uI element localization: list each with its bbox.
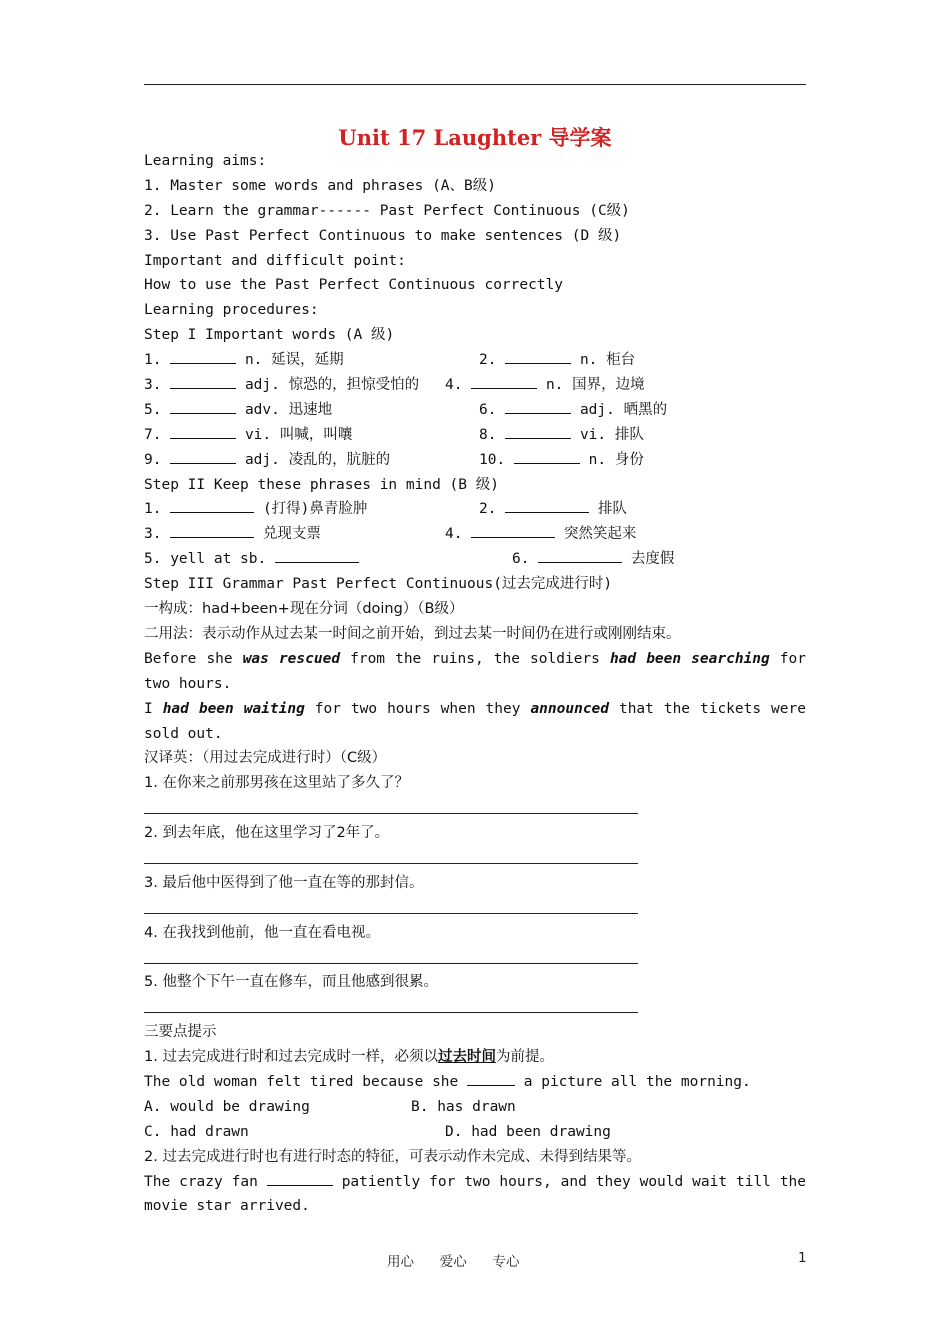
question [144, 1170, 806, 1220]
word-definition: vi. 排队 [579, 426, 644, 443]
word-row [144, 448, 806, 473]
word-number: 7. [144, 426, 162, 443]
question-text: The old woman felt tired because she [144, 1074, 459, 1091]
option-row [144, 1120, 806, 1145]
tip-text: 为前提。 [495, 1049, 554, 1066]
example-text: Before she [144, 650, 243, 667]
answer-line[interactable] [144, 796, 806, 821]
translate-sentence: 1. 在你来之前那男孩在这里站了多久了？ [144, 775, 409, 792]
example-highlight: announced [530, 700, 610, 717]
option-c[interactable]: C. had drawn [144, 1123, 249, 1140]
question-text: The crazy fan [144, 1173, 258, 1190]
footer-word: 专心 [492, 1254, 520, 1270]
word-number: 10. [479, 451, 506, 468]
page-title: Unit 17 Laughter 导学案 [338, 125, 612, 150]
step2-heading: Step II Keep these phrases in mind (B 级) [144, 476, 499, 493]
tip-item: 2. 过去完成进行时也有进行时态的特征，可表示动作未完成、未得到结果等。 [144, 1148, 641, 1165]
word-number: 5. [144, 401, 162, 418]
step1-heading: Step I Important words (A 级) [144, 327, 395, 344]
word-number: 1. [144, 352, 162, 369]
example-highlight: had been searching [609, 650, 770, 667]
example-sentence [144, 697, 806, 747]
word-definition: n. 国界，边境 [545, 377, 645, 394]
word-definition: adj. 凌乱的，肮脏的 [244, 451, 391, 468]
answer-line[interactable] [144, 896, 806, 921]
phrase-blank[interactable] [538, 548, 622, 563]
word-definition: vi. 叫喊，叫嚷 [244, 426, 353, 443]
answer-line[interactable] [144, 995, 806, 1020]
word-blank[interactable] [170, 424, 236, 439]
word-definition: n. 身份 [588, 451, 644, 468]
procedures-heading: Learning procedures: [144, 302, 319, 319]
question [144, 1070, 806, 1095]
translate-sentence: 4. 在我找到他前，他一直在看电视。 [144, 924, 380, 941]
word-blank[interactable] [170, 374, 236, 389]
word-blank[interactable] [514, 449, 580, 464]
phrase-blank[interactable] [170, 523, 254, 538]
word-row [144, 398, 806, 423]
tip-text: 1. 过去完成进行时和过去完成时一样，必须以 [144, 1049, 438, 1066]
option-a[interactable]: A. would be drawing [144, 1098, 310, 1115]
phrase-text: yell at sb. [170, 551, 267, 568]
important-heading: Important and difficult point: [144, 252, 406, 269]
document-body [144, 149, 806, 1219]
question-blank[interactable] [467, 1071, 515, 1086]
phrase-number: 2. [479, 501, 497, 518]
word-number: 4. [445, 377, 463, 394]
word-definition: n. 延误，延期 [244, 352, 344, 369]
word-definition: adj. 惊恐的，担惊受怕的 [244, 377, 420, 394]
header-rule [144, 84, 806, 85]
example-text: from the ruins, the soldiers [340, 650, 610, 667]
aim-item: 1. Master some words and phrases (A、B级) [144, 177, 497, 194]
option-b[interactable]: B. has drawn [411, 1098, 516, 1115]
example-highlight: was rescued [242, 650, 341, 667]
footer-word: 用心 [387, 1254, 414, 1270]
phrase-meaning: (打得)鼻青脸肿 [262, 501, 368, 518]
aims-heading: Learning aims: [144, 153, 267, 169]
answer-line[interactable] [144, 846, 806, 871]
translate-sentence: 5. 他整个下午一直在修车，而且他感到很累。 [144, 974, 438, 991]
phrase-meaning: 突然笑起来 [563, 526, 637, 543]
grammar-usage: 二用法：表示动作从过去某一时间之前开始，到过去某一时间仍在进行或刚刚结束。 [144, 625, 681, 642]
word-number: 9. [144, 451, 162, 468]
important-text: How to use the Past Perfect Continuous correctly [144, 277, 564, 294]
tip-emphasis: 过去时间 [437, 1049, 496, 1066]
word-blank[interactable] [471, 374, 537, 389]
phrase-number: 4. [445, 526, 463, 543]
tip-item [144, 1045, 806, 1070]
word-blank[interactable] [505, 399, 571, 414]
tips-heading: 三要点提示 [144, 1024, 217, 1041]
word-row [144, 423, 806, 448]
word-number: 2. [479, 352, 497, 369]
phrase-number: 6. [512, 551, 530, 568]
phrase-meaning: 去度假 [630, 551, 675, 568]
word-blank[interactable] [170, 399, 236, 414]
phrase-blank[interactable] [505, 498, 589, 513]
example-text: I [144, 700, 163, 717]
phrase-meaning: 排队 [597, 501, 627, 518]
phrase-row [144, 547, 806, 572]
translate-sentence: 2. 到去年底，他在这里学习了2年了。 [144, 825, 390, 842]
word-row [144, 373, 806, 398]
phrase-blank[interactable] [170, 498, 254, 513]
word-blank[interactable] [505, 349, 571, 364]
word-blank[interactable] [170, 449, 236, 464]
translate-sentence: 3. 最后他中医得到了他一直在等的那封信。 [144, 874, 424, 891]
word-blank[interactable] [505, 424, 571, 439]
aim-item: 2. Learn the grammar------ Past Perfect Continuous (C级) [144, 202, 630, 219]
footer-word: 爱心 [439, 1254, 467, 1270]
question-text: patiently for two hours, and they would wait till the movie star arrived. [144, 1173, 807, 1215]
phrase-number: 3. [144, 526, 162, 543]
word-number: 3. [144, 377, 162, 394]
word-definition: n. 柜台 [579, 352, 636, 369]
answer-line[interactable] [144, 946, 806, 971]
word-blank[interactable] [170, 349, 236, 364]
phrase-meaning: 兑现支票 [262, 526, 321, 543]
aim-item: 3. Use Past Perfect Continuous to make sentences (D 级) [144, 227, 622, 244]
footer-motto [387, 1250, 520, 1270]
option-d[interactable]: D. had been drawing [445, 1123, 611, 1140]
example-text: that the tickets were sold out. [144, 700, 806, 742]
step3-heading: Step III Grammar Past Perfect Continuous(过去完成进行时) [144, 576, 613, 593]
word-number: 6. [479, 401, 497, 418]
phrase-number: 1. [144, 501, 162, 518]
question-blank[interactable] [267, 1171, 333, 1186]
example-text: for two hours when they [304, 700, 531, 717]
grammar-form: 一构成：had+been+现在分词（doing）（B级） [144, 601, 464, 618]
example-sentence [144, 647, 806, 697]
word-definition: adv. 迅速地 [244, 401, 333, 418]
phrase-number: 5. [144, 551, 162, 568]
translate-heading: 汉译英：（用过去完成进行时）（C级） [144, 750, 387, 767]
phrase-blank[interactable] [275, 548, 359, 563]
example-highlight: had been waiting [162, 700, 305, 717]
word-definition: adj. 晒黑的 [579, 401, 668, 418]
phrase-row [144, 522, 806, 547]
option-row [144, 1095, 806, 1120]
word-row [144, 348, 806, 373]
question-text: a picture all the morning. [523, 1074, 751, 1091]
page-number: 1 [798, 1250, 807, 1266]
phrase-row [144, 497, 806, 522]
word-number: 8. [479, 426, 497, 443]
phrase-blank[interactable] [471, 523, 555, 538]
example-text: for two hours. [144, 650, 806, 692]
